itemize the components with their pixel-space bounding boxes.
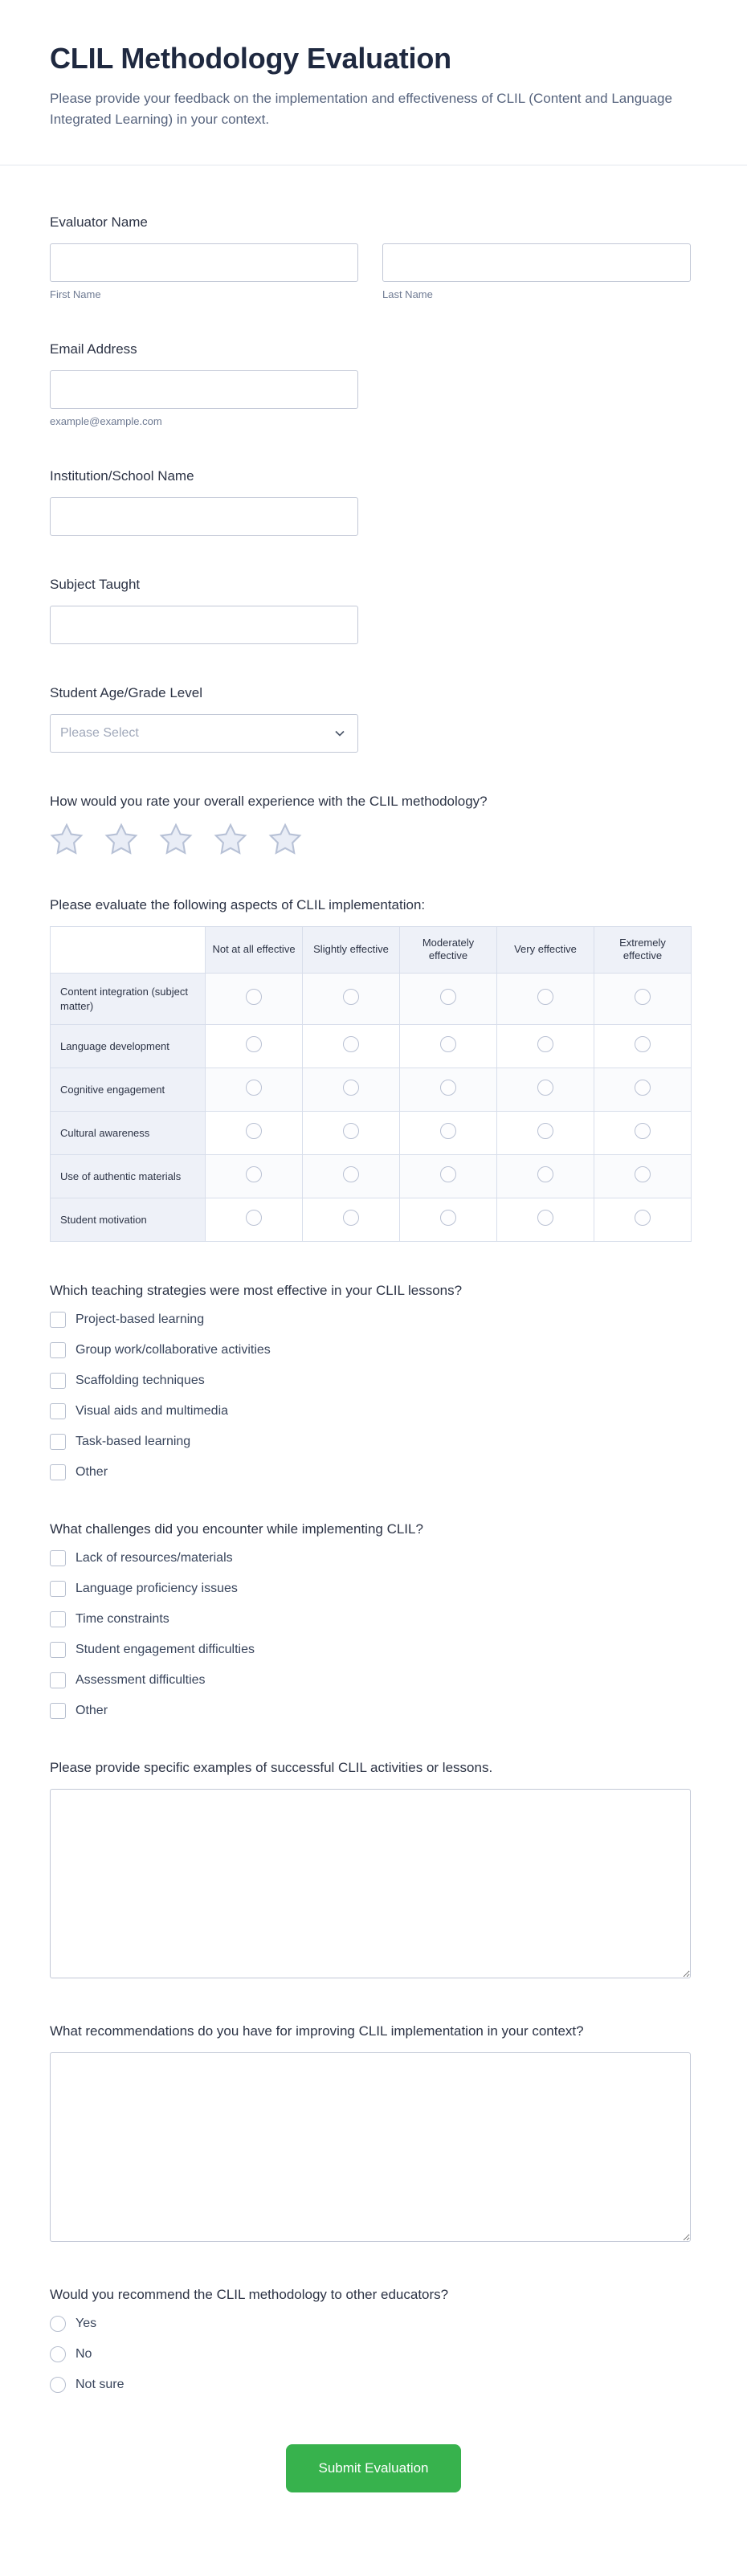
checkbox-option[interactable] — [50, 1403, 697, 1419]
star-icon[interactable] — [268, 823, 302, 856]
field-label: What challenges did you encounter while implementing CLIL? — [50, 1521, 423, 1537]
matrix-row-label: Content integration (subject matter) — [51, 974, 206, 1025]
checkbox-option[interactable] — [50, 1703, 697, 1719]
field-grade-level — [50, 684, 697, 753]
matrix-radio[interactable] — [635, 1080, 651, 1096]
field-recommendations — [50, 2023, 697, 2246]
checkbox[interactable] — [50, 1464, 66, 1480]
matrix-row-label: Cognitive engagement — [51, 1068, 206, 1112]
checkbox[interactable] — [50, 1403, 66, 1419]
field-label: Would you recommend the CLIL methodology to other educators? — [50, 2287, 449, 2303]
option-label: Group work/collaborative activities — [76, 1343, 271, 1357]
form-body — [0, 165, 747, 2576]
field-strategies — [50, 1282, 697, 1480]
field-label: What recommendations do you have for improving CLIL implementation in your context? — [50, 2023, 584, 2039]
matrix-radio[interactable] — [537, 1123, 553, 1139]
matrix-radio[interactable] — [537, 1080, 553, 1096]
matrix-radio[interactable] — [343, 1036, 359, 1052]
checkbox[interactable] — [50, 1703, 66, 1719]
field-label: Please evaluate the following aspects of CLIL implementation: — [50, 896, 426, 912]
matrix-row — [51, 1112, 692, 1155]
form-header — [0, 0, 747, 129]
matrix-row-label: Use of authentic materials — [51, 1155, 206, 1198]
checkbox[interactable] — [50, 1642, 66, 1658]
matrix-radio[interactable] — [635, 989, 651, 1005]
checkbox-option[interactable] — [50, 1342, 697, 1358]
recommend-options — [50, 2316, 697, 2393]
option-label: Language proficiency issues — [76, 1582, 238, 1596]
option-label: Visual aids and multimedia — [76, 1404, 229, 1419]
checkbox-option[interactable] — [50, 1672, 697, 1688]
option-label: Time constraints — [76, 1612, 169, 1627]
matrix-table — [50, 926, 692, 1243]
matrix-radio[interactable] — [246, 1080, 262, 1096]
matrix-radio[interactable] — [343, 1123, 359, 1139]
checkbox-option[interactable] — [50, 1611, 697, 1627]
field-evaluator-name — [50, 214, 697, 300]
checkbox-option[interactable] — [50, 1312, 697, 1328]
last-name-input[interactable] — [382, 243, 691, 282]
matrix-column-header: Extremely effective — [594, 926, 692, 974]
matrix-radio[interactable] — [537, 1036, 553, 1052]
checkbox-option[interactable] — [50, 1434, 697, 1450]
checkbox[interactable] — [50, 1672, 66, 1688]
checkbox-option[interactable] — [50, 1581, 697, 1597]
field-star-rating — [50, 793, 697, 856]
matrix-radio[interactable] — [440, 989, 456, 1005]
first-name-input[interactable] — [50, 243, 358, 282]
matrix-radio[interactable] — [343, 989, 359, 1005]
option-label: Yes — [76, 2317, 97, 2331]
option-label: Other — [76, 1704, 108, 1718]
matrix-row — [51, 1155, 692, 1198]
matrix-radio[interactable] — [635, 1036, 651, 1052]
matrix-row — [51, 1068, 692, 1112]
field-examples — [50, 1759, 697, 1982]
option-label: Not sure — [76, 2378, 124, 2392]
field-label: Which teaching strategies were most effective in your CLIL lessons? — [50, 1283, 463, 1299]
checkbox-option[interactable] — [50, 1642, 697, 1658]
matrix-radio[interactable] — [440, 1036, 456, 1052]
matrix-corner-cell — [51, 926, 206, 974]
radio-option[interactable] — [50, 2316, 697, 2332]
matrix-row-label: Student motivation — [51, 1198, 206, 1242]
option-label: Assessment difficulties — [76, 1673, 206, 1688]
option-label: Student engagement difficulties — [76, 1643, 255, 1657]
submit-button[interactable]: Submit Evaluation — [286, 2444, 460, 2492]
matrix-radio[interactable] — [635, 1123, 651, 1139]
matrix-radio[interactable] — [537, 989, 553, 1005]
matrix-radio[interactable] — [440, 1210, 456, 1226]
radio-option[interactable] — [50, 2346, 697, 2362]
matrix-row-label: Language development — [51, 1025, 206, 1068]
checkbox[interactable] — [50, 1312, 66, 1328]
checkbox-option[interactable] — [50, 1464, 697, 1480]
checkbox-option[interactable] — [50, 1373, 697, 1389]
radio[interactable] — [50, 2346, 66, 2362]
first-name-group — [50, 243, 358, 300]
recommendations-textarea[interactable] — [50, 2052, 691, 2242]
email-sublabel: example@example.com — [50, 414, 162, 427]
field-email — [50, 341, 697, 427]
grade-select-placeholder: Please Select — [60, 725, 139, 740]
matrix-column-header: Moderately effective — [400, 926, 497, 974]
institution-input[interactable] — [50, 497, 358, 536]
star-icon[interactable] — [104, 823, 138, 856]
star-rating — [50, 823, 697, 856]
field-challenges — [50, 1521, 697, 1719]
matrix-radio[interactable] — [246, 1036, 262, 1052]
option-label: Other — [76, 1465, 108, 1480]
radio-option[interactable] — [50, 2377, 697, 2393]
matrix-row — [51, 1198, 692, 1242]
field-label: Institution/School Name — [50, 467, 194, 484]
submit-row — [50, 2444, 697, 2576]
matrix-column-header: Slightly effective — [303, 926, 400, 974]
field-label: Please provide specific examples of successful CLIL activities or lessons. — [50, 1760, 493, 1776]
checkbox[interactable] — [50, 1342, 66, 1358]
checkbox[interactable] — [50, 1550, 66, 1566]
option-label: No — [76, 2347, 92, 2362]
option-label: Lack of resources/materials — [76, 1551, 233, 1566]
field-matrix — [50, 896, 697, 1243]
field-label: Subject Taught — [50, 576, 141, 592]
checkbox[interactable] — [50, 1611, 66, 1627]
grade-select[interactable] — [50, 714, 358, 753]
matrix-radio[interactable] — [537, 1210, 553, 1226]
field-label: How would you rate your overall experience with the CLIL methodology? — [50, 793, 488, 809]
matrix-column-header: Not at all effective — [206, 926, 303, 974]
matrix-row — [51, 974, 692, 1025]
star-icon[interactable] — [214, 823, 247, 856]
matrix-radio[interactable] — [440, 1080, 456, 1096]
field-label: Student Age/Grade Level — [50, 684, 202, 700]
matrix-radio[interactable] — [635, 1166, 651, 1182]
matrix-radio[interactable] — [246, 989, 262, 1005]
last-name-sublabel: Last Name — [382, 288, 433, 300]
form-title: CLIL Methodology Evaluation — [50, 42, 451, 75]
matrix-radio[interactable] — [440, 1123, 456, 1139]
field-institution — [50, 467, 697, 536]
option-label: Task-based learning — [76, 1435, 191, 1449]
last-name-group — [382, 243, 691, 300]
matrix-row — [51, 1025, 692, 1068]
strategies-options — [50, 1312, 697, 1480]
matrix-radio[interactable] — [246, 1210, 262, 1226]
matrix-column-header: Very effective — [497, 926, 594, 974]
form-subtitle: Please provide your feedback on the implementation and effectiveness of CLIL (Content and Language Integrated Learning) in your context. — [50, 91, 672, 127]
field-recommend — [50, 2286, 697, 2393]
matrix-radio[interactable] — [343, 1080, 359, 1096]
challenges-options — [50, 1550, 697, 1719]
checkbox[interactable] — [50, 1581, 66, 1597]
option-label: Scaffolding techniques — [76, 1374, 205, 1388]
subject-input[interactable] — [50, 606, 358, 644]
field-label: Evaluator Name — [50, 214, 148, 230]
checkbox[interactable] — [50, 1373, 66, 1389]
email-input[interactable] — [50, 370, 358, 409]
option-label: Project-based learning — [76, 1312, 205, 1327]
radio[interactable] — [50, 2316, 66, 2332]
checkbox-option[interactable] — [50, 1550, 697, 1566]
checkbox[interactable] — [50, 1434, 66, 1450]
chevron-down-icon — [332, 725, 348, 741]
field-subject — [50, 576, 697, 644]
matrix-radio[interactable] — [246, 1123, 262, 1139]
matrix-radio[interactable] — [246, 1166, 262, 1182]
examples-textarea[interactable] — [50, 1789, 691, 1978]
matrix-radio[interactable] — [537, 1166, 553, 1182]
radio[interactable] — [50, 2377, 66, 2393]
matrix-radio[interactable] — [343, 1210, 359, 1226]
field-label: Email Address — [50, 341, 137, 357]
matrix-row-label: Cultural awareness — [51, 1112, 206, 1155]
matrix-radio[interactable] — [635, 1210, 651, 1226]
star-icon[interactable] — [50, 823, 84, 856]
star-icon[interactable] — [159, 823, 193, 856]
matrix-radio[interactable] — [343, 1166, 359, 1182]
first-name-sublabel: First Name — [50, 288, 101, 300]
matrix-radio[interactable] — [440, 1166, 456, 1182]
name-row — [50, 243, 697, 300]
